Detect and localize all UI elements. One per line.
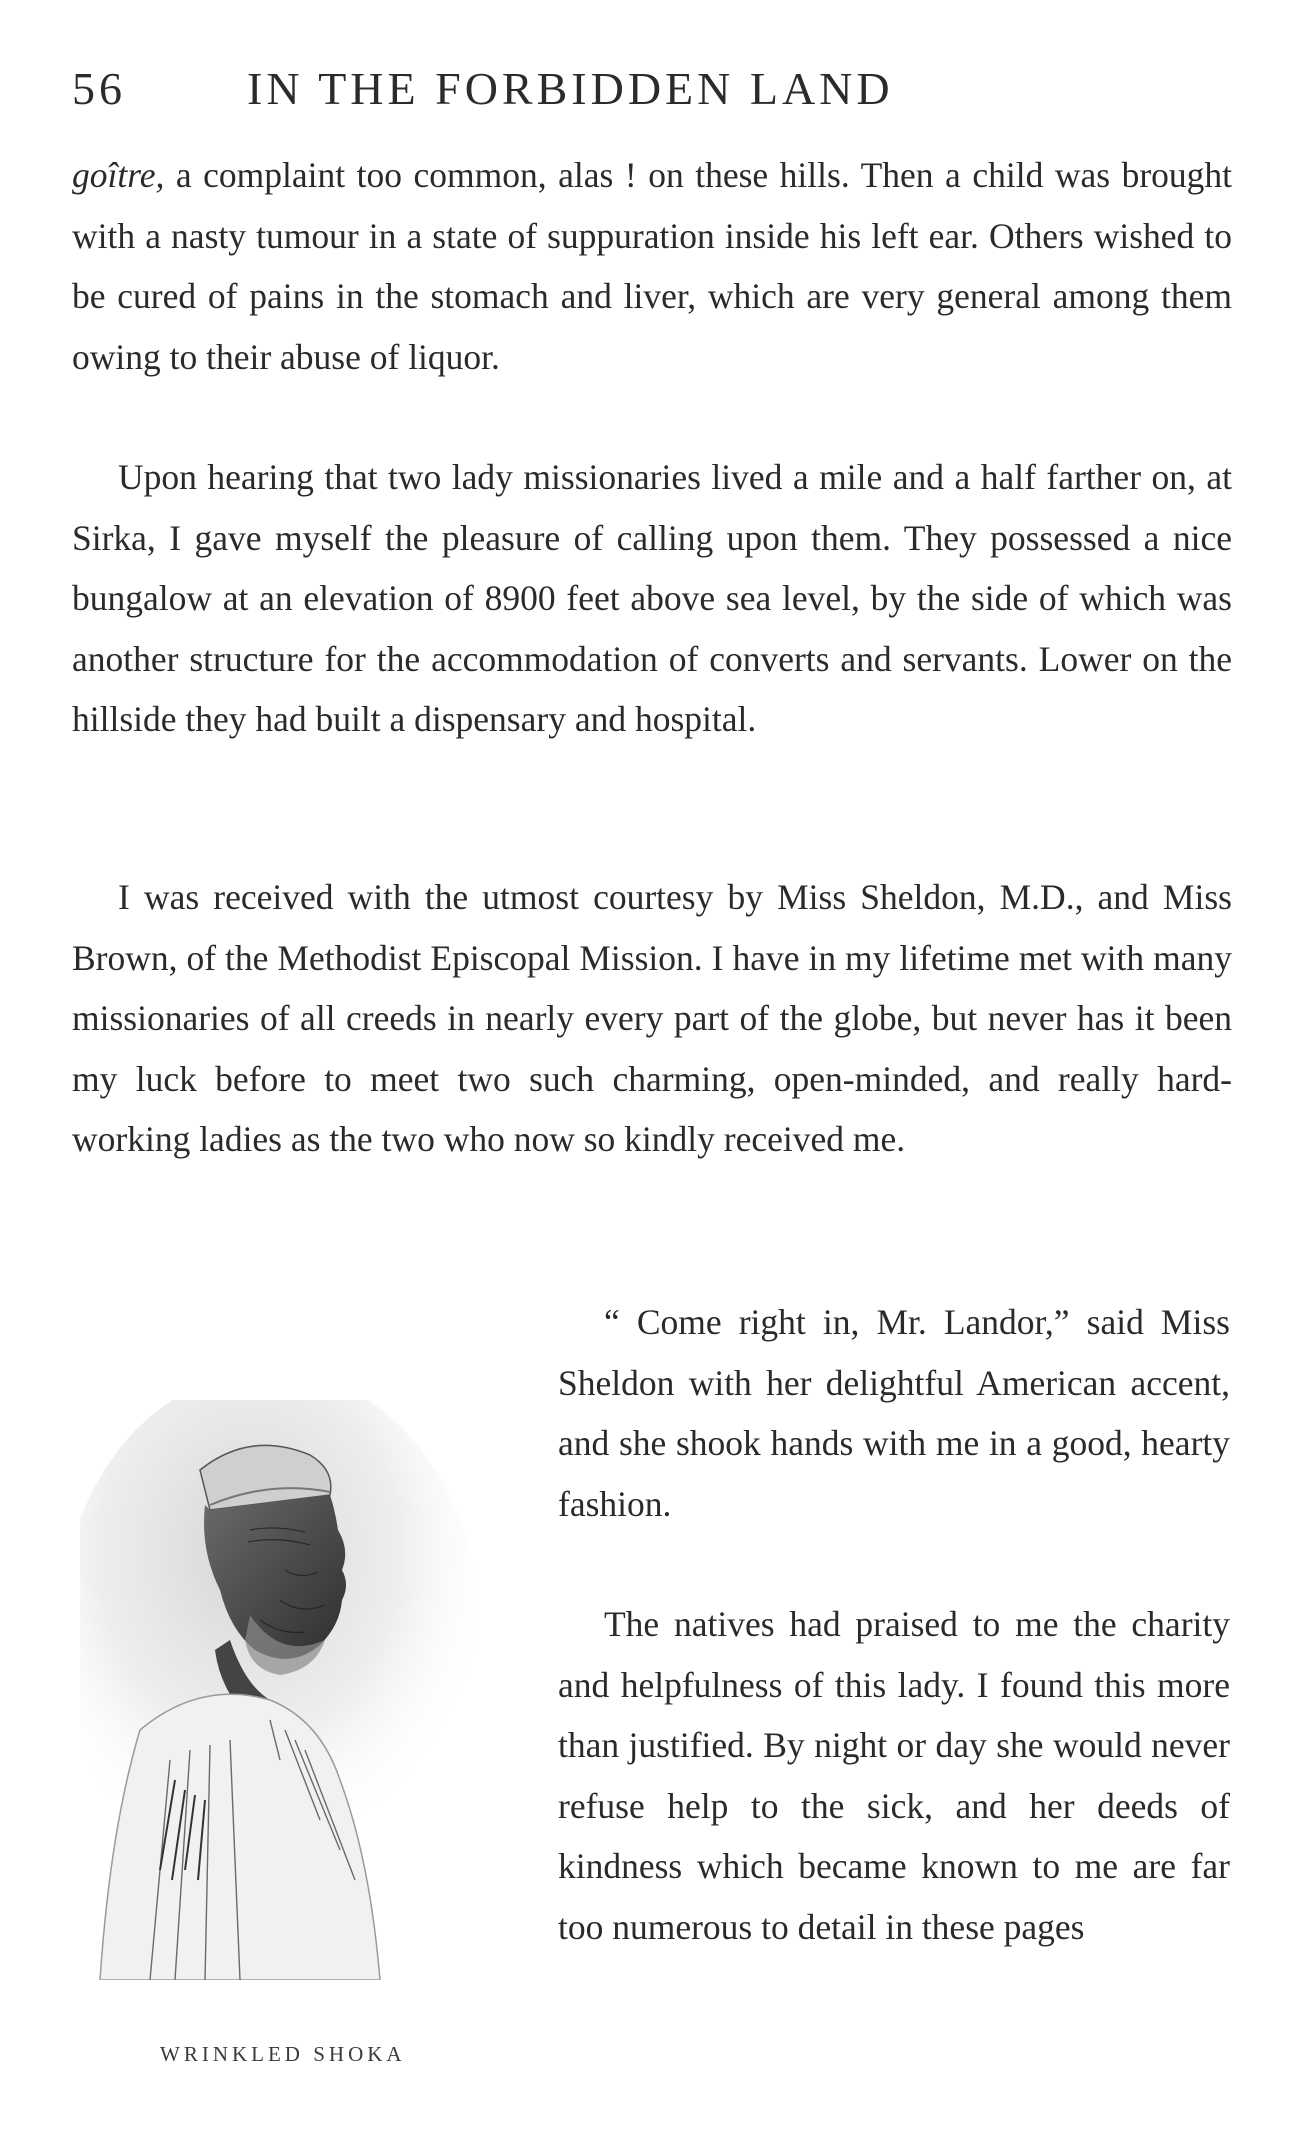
paragraph-4-text: “ Come right in, Mr. Landor,” said Miss Sheldon with her delightful American accent, and she shook hands with me in a good, hearty fashion.	[558, 1302, 1230, 1524]
paragraph-4	[558, 1292, 1230, 1534]
figure-caption: WRINKLED SHOKA	[160, 2042, 406, 2066]
italic-word: goître,	[72, 155, 165, 195]
paragraph-3	[72, 867, 1232, 1170]
paragraph-5	[558, 1594, 1230, 1957]
paragraph-2-text: Upon hearing that two lady missionaries lived a mile and a half farther on, at Sirka, I gave myself the pleasure of calling upon them. They possessed a nice bungalow at an elevation of 8900 feet above sea level, by the side of which was another structure for the accommodation of converts and servants. Lower on the hillside they had built a dispensary and hospital.	[72, 457, 1232, 739]
page-header	[72, 62, 1242, 132]
paragraph-3-text: I was received with the utmost courtesy by Miss Sheldon, M.D., and Miss Brown, of the Methodist Episcopal Mission. I have in my lifetime met with many missionaries of all creeds in nearly every part of the globe, but never has it been my luck before to meet two such charming, open-minded, and really hard-working ladies as the two who now so kindly received me.	[72, 877, 1232, 1159]
paragraph-2	[72, 447, 1232, 750]
paragraph-5-text: The natives had praised to me the charity and helpfulness of this lady. I found this more than justified. By night or day she would never refuse help to the sick, and her deeds of kindness which became known to me are far too numerous to detail in these pages	[558, 1604, 1230, 1947]
running-head: IN THE FORBIDDEN LAND	[247, 63, 894, 114]
portrait-illustration	[80, 1400, 500, 1980]
page-number: 56	[72, 63, 126, 114]
paragraph-1-text: a complaint too common, alas ! on these hills. Then a child was brought with a nasty tumour in a state of suppuration inside his left ear. Others wished to be cured of pains in the stomach and liver, which are very general among them owing to their abuse of liquor.	[72, 155, 1232, 377]
paragraph-1	[72, 145, 1232, 387]
portrait-engraving	[80, 1400, 500, 1980]
